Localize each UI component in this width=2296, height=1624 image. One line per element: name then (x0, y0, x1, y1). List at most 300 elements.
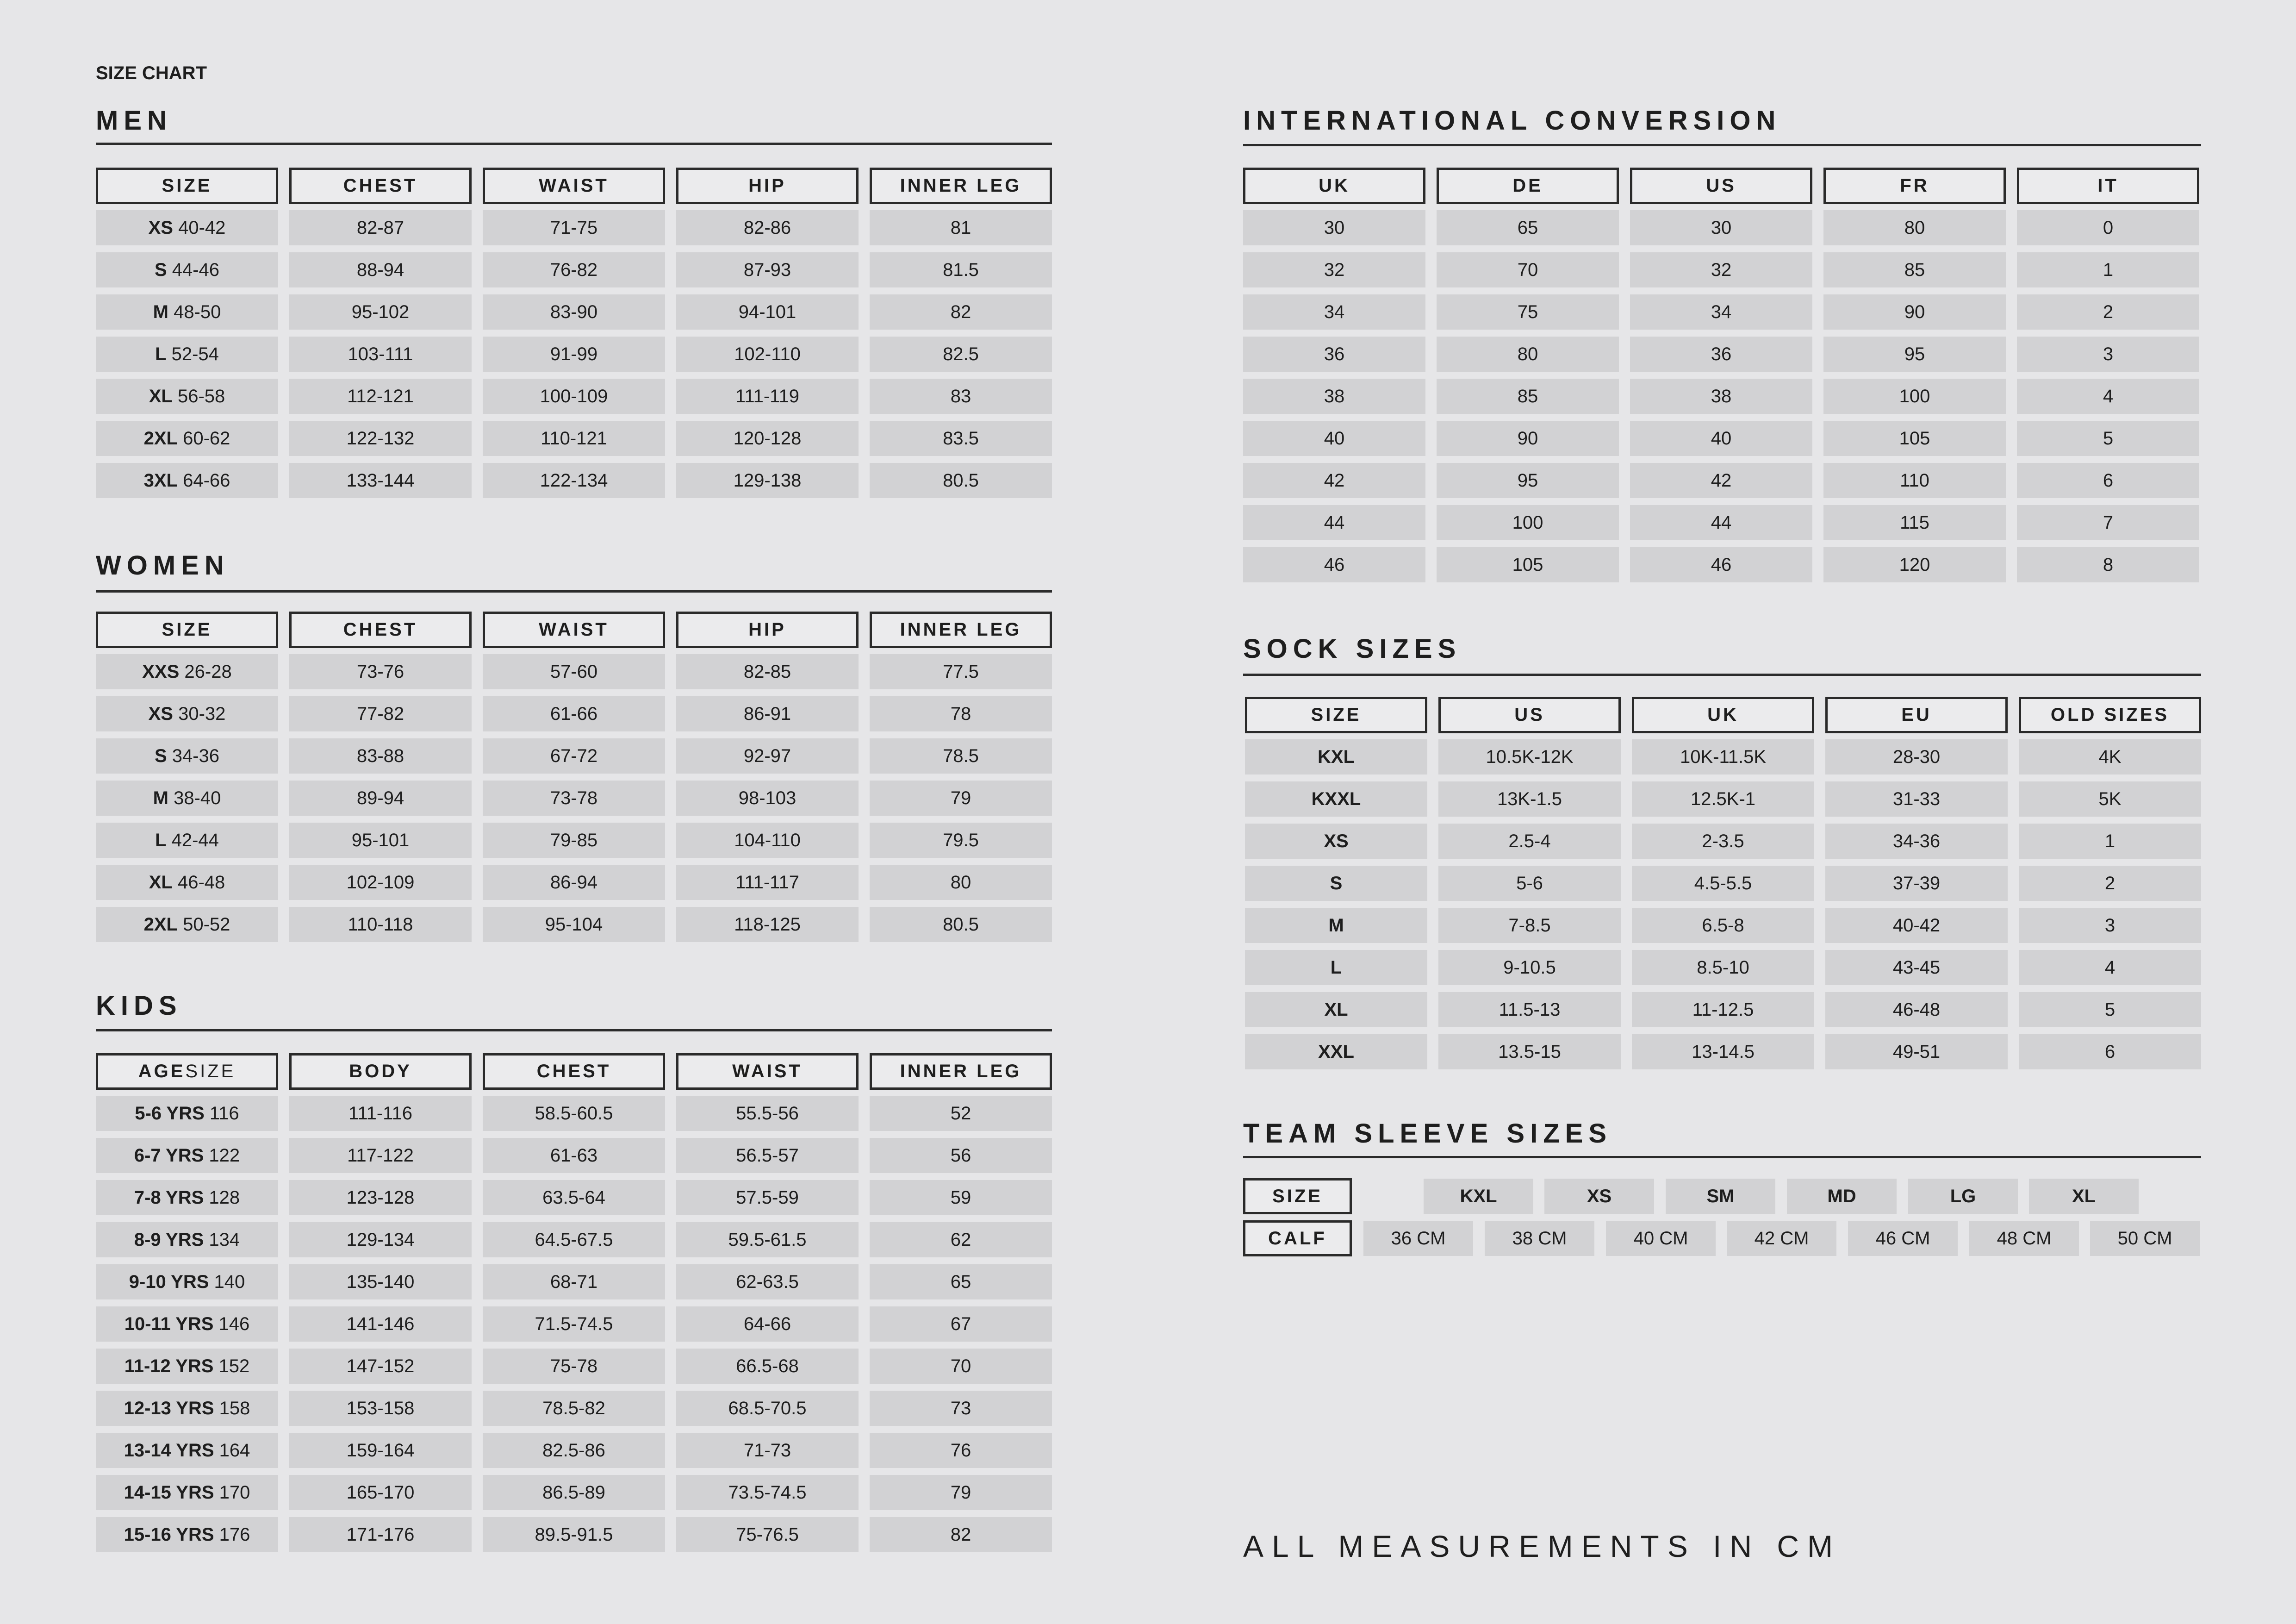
value-cell: 85 (1823, 252, 2006, 287)
sleeve-size-cell: KXL (1424, 1179, 1533, 1214)
size-label: 11-12 YRS (124, 1355, 214, 1376)
value-cell: 2.5-4 (1438, 824, 1621, 859)
table-row (96, 738, 1052, 774)
value-cell: 1 (2017, 252, 2199, 287)
size-range: 122 (204, 1145, 240, 1166)
kids-table (96, 1053, 1052, 1559)
men-header-size: SIZE (96, 168, 278, 204)
women-header-hip: HIP (676, 612, 859, 648)
size-label: L (1330, 957, 1342, 978)
size-label: 12-13 YRS (124, 1398, 214, 1418)
value-cell: 80 (1437, 337, 1619, 372)
value-cell: 110-121 (483, 421, 665, 456)
size-cell (96, 1391, 278, 1426)
value-cell: 100-109 (483, 379, 665, 414)
value-cell: 88-94 (289, 252, 472, 287)
value-cell: 122-132 (289, 421, 472, 456)
value-cell: 38 (1243, 379, 1425, 414)
size-label: 2XL (143, 428, 178, 449)
value-cell: 64.5-67.5 (483, 1222, 665, 1257)
size-range: 46-48 (172, 872, 225, 893)
size-label: KXXL (1311, 788, 1361, 809)
size-label: XL (149, 872, 173, 893)
table-row (96, 1433, 1052, 1468)
value-cell: 86.5-89 (483, 1475, 665, 1510)
size-label: 15-16 YRS (124, 1524, 214, 1545)
value-cell: 3 (2017, 337, 2199, 372)
value-cell: 80 (1823, 210, 2006, 245)
table-row (96, 379, 1052, 414)
value-cell: 111-116 (289, 1096, 472, 1131)
size-label: L (155, 344, 167, 364)
measurement-note: ALL MEASUREMENTS IN CM (1243, 1529, 1842, 1563)
value-cell: 98-103 (676, 781, 859, 816)
size-cell (96, 1264, 278, 1299)
international-header-it: IT (2017, 168, 2199, 204)
table-row (96, 865, 1052, 900)
value-cell: 0 (2017, 210, 2199, 245)
size-label: L (155, 830, 167, 850)
table-row (1243, 252, 2199, 287)
value-cell: 82 (870, 1517, 1052, 1552)
size-label: S (154, 745, 167, 766)
value-cell: 78.5 (870, 738, 1052, 774)
size-cell (96, 1433, 278, 1468)
value-cell: 10K-11.5K (1632, 739, 1814, 775)
value-cell: 13K-1.5 (1438, 781, 1621, 817)
value-cell: 8 (2017, 547, 2199, 582)
table-row (96, 1096, 1052, 1131)
value-cell: 2-3.5 (1632, 824, 1814, 859)
size-range: 56-58 (172, 386, 225, 406)
size-label: KXL (1318, 746, 1355, 767)
value-cell: 85 (1437, 379, 1619, 414)
size-cell (96, 294, 278, 330)
value-cell: 73-78 (483, 781, 665, 816)
value-cell: 67-72 (483, 738, 665, 774)
sleeve-calf-cell: 46 CM (1848, 1221, 1958, 1256)
size-cell (96, 738, 278, 774)
value-cell: 30 (1243, 210, 1425, 245)
value-cell: 34-36 (1825, 824, 2008, 859)
table-row (1243, 547, 2199, 582)
value-cell: 36 (1630, 337, 1812, 372)
size-label: 13-14 YRS (124, 1440, 214, 1461)
value-cell: 77.5 (870, 654, 1052, 689)
size-range: 146 (213, 1313, 250, 1334)
size-cell (96, 1517, 278, 1552)
size-cell (96, 1306, 278, 1342)
size-label: 2XL (143, 914, 178, 935)
value-cell: 82.5 (870, 337, 1052, 372)
value-cell: 165-170 (289, 1475, 472, 1510)
value-cell: 79-85 (483, 823, 665, 858)
kids-header-row (96, 1053, 1052, 1090)
size-label: 9-10 YRS (129, 1271, 209, 1292)
value-cell: 42 (1630, 463, 1812, 498)
value-cell: 12.5K-1 (1632, 781, 1814, 817)
value-cell: 43-45 (1825, 950, 2008, 985)
size-range: 134 (204, 1229, 240, 1250)
value-cell: 5 (2019, 992, 2201, 1027)
value-cell: 6 (2019, 1034, 2201, 1069)
table-row (1245, 992, 2201, 1027)
value-cell: 147-152 (289, 1349, 472, 1384)
women-rule (96, 590, 1052, 593)
value-cell: 82-85 (676, 654, 859, 689)
women-header-row (96, 612, 1052, 648)
size-range: 48-50 (168, 301, 221, 322)
value-cell: 100 (1823, 379, 2006, 414)
value-cell: 82-87 (289, 210, 472, 245)
value-cell: 30 (1630, 210, 1812, 245)
international-header-uk: UK (1243, 168, 1425, 204)
value-cell: 79 (870, 1475, 1052, 1510)
socks-header-eu: EU (1825, 697, 2008, 733)
value-cell: 79 (870, 781, 1052, 816)
size-label: M (153, 787, 168, 808)
value-cell: 100 (1437, 505, 1619, 540)
size-range: 40-42 (173, 217, 226, 238)
value-cell: 75-78 (483, 1349, 665, 1384)
size-cell (96, 210, 278, 245)
table-row (1245, 824, 2201, 859)
value-cell: 81 (870, 210, 1052, 245)
table-row (96, 1391, 1052, 1426)
kids-header-body: BODY (289, 1053, 472, 1090)
sleeve-calf-cell: 38 CM (1485, 1221, 1594, 1256)
value-cell: 80.5 (870, 463, 1052, 498)
value-cell: 79.5 (870, 823, 1052, 858)
value-cell: 115 (1823, 505, 2006, 540)
value-cell: 129-138 (676, 463, 859, 498)
table-row (96, 907, 1052, 942)
value-cell: 110 (1823, 463, 2006, 498)
value-cell: 36 (1243, 337, 1425, 372)
size-label: XL (149, 386, 173, 406)
size-cell (96, 1349, 278, 1384)
size-range: 38-40 (168, 787, 221, 808)
size-cell (1245, 739, 1427, 775)
value-cell: 2 (2019, 866, 2201, 901)
size-range: 140 (209, 1271, 245, 1292)
value-cell: 95 (1823, 337, 2006, 372)
value-cell: 61-63 (483, 1138, 665, 1173)
value-cell: 31-33 (1825, 781, 2008, 817)
size-cell (1245, 992, 1427, 1027)
value-cell: 70 (870, 1349, 1052, 1384)
value-cell: 120 (1823, 547, 2006, 582)
sleeve-calf-label: CALF (1243, 1220, 1352, 1256)
men-table (96, 168, 1052, 505)
value-cell: 11.5-13 (1438, 992, 1621, 1027)
value-cell: 73.5-74.5 (676, 1475, 859, 1510)
value-cell: 44 (1630, 505, 1812, 540)
value-cell: 34 (1630, 294, 1812, 330)
value-cell: 159-164 (289, 1433, 472, 1468)
size-range: 176 (214, 1524, 250, 1545)
women-title: WOMEN (96, 550, 230, 581)
size-cell (1245, 781, 1427, 817)
value-cell: 46 (1630, 547, 1812, 582)
value-cell: 153-158 (289, 1391, 472, 1426)
value-cell: 76-82 (483, 252, 665, 287)
value-cell: 42 (1243, 463, 1425, 498)
size-range: 50-52 (177, 914, 230, 935)
size-label: XXS (142, 661, 180, 682)
page-kicker: SIZE CHART (96, 63, 207, 83)
value-cell: 123-128 (289, 1180, 472, 1215)
value-cell: 64-66 (676, 1306, 859, 1342)
value-cell: 75-76.5 (676, 1517, 859, 1552)
value-cell: 62-63.5 (676, 1264, 859, 1299)
table-row (96, 252, 1052, 287)
size-range: 64-66 (177, 470, 230, 491)
sleeve-size-cell: MD (1787, 1179, 1897, 1214)
table-row (1243, 337, 2199, 372)
size-label: 3XL (143, 470, 178, 491)
size-range: 44-46 (167, 259, 220, 280)
international-header-row (1243, 168, 2199, 204)
value-cell: 73-76 (289, 654, 472, 689)
size-range: 52-54 (166, 344, 219, 364)
table-row (96, 1517, 1052, 1552)
value-cell: 55.5-56 (676, 1096, 859, 1131)
value-cell: 38 (1630, 379, 1812, 414)
value-cell: 94-101 (676, 294, 859, 330)
size-cell (96, 781, 278, 816)
table-row (1245, 739, 2201, 775)
table-row (96, 337, 1052, 372)
international-header-de: DE (1437, 168, 1619, 204)
value-cell: 89-94 (289, 781, 472, 816)
size-label: 10-11 YRS (124, 1313, 214, 1334)
men-header-row (96, 168, 1052, 204)
men-header-hip: HIP (676, 168, 859, 204)
table-row (96, 1180, 1052, 1215)
table-row (96, 294, 1052, 330)
value-cell: 90 (1437, 421, 1619, 456)
value-cell: 2 (2017, 294, 2199, 330)
value-cell: 86-94 (483, 865, 665, 900)
size-cell (96, 252, 278, 287)
kids-header-chest: CHEST (483, 1053, 665, 1090)
size-label: XXL (1318, 1041, 1354, 1062)
international-header-us: US (1630, 168, 1812, 204)
value-cell: 83-88 (289, 738, 472, 774)
value-cell: 57.5-59 (676, 1180, 859, 1215)
women-header-size: SIZE (96, 612, 278, 648)
value-cell: 40 (1243, 421, 1425, 456)
value-cell: 112-121 (289, 379, 472, 414)
table-row (96, 463, 1052, 498)
sleeves-rule (1243, 1156, 2201, 1158)
size-cell (1245, 908, 1427, 943)
value-cell: 68.5-70.5 (676, 1391, 859, 1426)
size-label: XS (1324, 831, 1349, 851)
value-cell: 103-111 (289, 337, 472, 372)
sleeve-calf-cell: 42 CM (1727, 1221, 1836, 1256)
size-cell (96, 865, 278, 900)
table-row (1243, 463, 2199, 498)
sleeve-size-cell: SM (1666, 1179, 1775, 1214)
value-cell: 129-134 (289, 1222, 472, 1257)
socks-table (1245, 697, 2201, 1076)
table-row (96, 1475, 1052, 1510)
size-cell (96, 337, 278, 372)
socks-header-size: SIZE (1245, 697, 1427, 733)
international-rule (1243, 144, 2201, 146)
value-cell: 87-93 (676, 252, 859, 287)
table-row (1243, 210, 2199, 245)
men-header-waist: WAIST (483, 168, 665, 204)
value-cell: 105 (1823, 421, 2006, 456)
value-cell: 3 (2019, 908, 2201, 943)
size-cell (96, 463, 278, 498)
table-row (1245, 908, 2201, 943)
women-header-chest: CHEST (289, 612, 472, 648)
table-row (96, 1349, 1052, 1384)
value-cell: 40 (1630, 421, 1812, 456)
value-cell: 133-144 (289, 463, 472, 498)
size-label: 7-8 YRS (134, 1187, 204, 1208)
value-cell: 82 (870, 294, 1052, 330)
value-cell: 7-8.5 (1438, 908, 1621, 943)
size-cell (96, 1222, 278, 1257)
value-cell: 78 (870, 696, 1052, 731)
women-header-inner-leg: INNER LEG (870, 612, 1052, 648)
value-cell: 118-125 (676, 907, 859, 942)
value-cell: 86-91 (676, 696, 859, 731)
table-row (1243, 505, 2199, 540)
size-cell (96, 1475, 278, 1510)
table-row (1245, 866, 2201, 901)
size-label: 8-9 YRS (134, 1229, 204, 1250)
socks-rule (1243, 674, 2201, 676)
value-cell: 59.5-61.5 (676, 1222, 859, 1257)
header-age-label: AGE (138, 1061, 186, 1081)
value-cell: 89.5-91.5 (483, 1517, 665, 1552)
sleeve-size-cell: XL (2029, 1179, 2139, 1214)
size-cell (1245, 1034, 1427, 1069)
value-cell: 111-117 (676, 865, 859, 900)
value-cell: 80.5 (870, 907, 1052, 942)
value-cell: 9-10.5 (1438, 950, 1621, 985)
value-cell: 83-90 (483, 294, 665, 330)
value-cell: 76 (870, 1433, 1052, 1468)
value-cell: 75 (1437, 294, 1619, 330)
value-cell: 28-30 (1825, 739, 2008, 775)
value-cell: 46 (1243, 547, 1425, 582)
table-row (1245, 950, 2201, 985)
size-label: M (1328, 915, 1344, 936)
value-cell: 92-97 (676, 738, 859, 774)
value-cell: 91-99 (483, 337, 665, 372)
value-cell: 37-39 (1825, 866, 2008, 901)
value-cell: 95 (1437, 463, 1619, 498)
value-cell: 4 (2017, 379, 2199, 414)
size-cell (96, 654, 278, 689)
size-cell (96, 696, 278, 731)
value-cell: 81.5 (870, 252, 1052, 287)
value-cell: 141-146 (289, 1306, 472, 1342)
size-range: 128 (204, 1187, 240, 1208)
socks-title: SOCK SIZES (1243, 634, 1462, 664)
value-cell: 135-140 (289, 1264, 472, 1299)
size-cell (1245, 950, 1427, 985)
value-cell: 6.5-8 (1632, 908, 1814, 943)
value-cell: 122-134 (483, 463, 665, 498)
value-cell: 111-119 (676, 379, 859, 414)
value-cell: 4 (2019, 950, 2201, 985)
table-row (1243, 379, 2199, 414)
value-cell: 34 (1243, 294, 1425, 330)
kids-title: KIDS (96, 991, 182, 1021)
value-cell: 102-109 (289, 865, 472, 900)
value-cell: 63.5-64 (483, 1180, 665, 1215)
value-cell: 5K (2019, 781, 2201, 817)
size-cell (96, 379, 278, 414)
size-label: S (1330, 873, 1343, 893)
value-cell: 7 (2017, 505, 2199, 540)
header-size-label: SIZE (185, 1061, 236, 1081)
socks-header-us: US (1438, 697, 1621, 733)
size-range: 158 (214, 1398, 250, 1418)
table-row (96, 1138, 1052, 1173)
table-row (96, 421, 1052, 456)
table-row (1245, 1034, 2201, 1069)
value-cell: 95-101 (289, 823, 472, 858)
size-label: 5-6 YRS (135, 1103, 205, 1124)
value-cell: 65 (1437, 210, 1619, 245)
women-header-waist: WAIST (483, 612, 665, 648)
size-range: 170 (214, 1482, 250, 1503)
size-label: XS (148, 217, 173, 238)
value-cell: 70 (1437, 252, 1619, 287)
value-cell: 10.5K-12K (1438, 739, 1621, 775)
kids-header-inner-leg: INNER LEG (870, 1053, 1052, 1090)
table-row (96, 1222, 1052, 1257)
value-cell: 67 (870, 1306, 1052, 1342)
sleeve-calf-cell: 50 CM (2090, 1221, 2200, 1256)
table-row (96, 823, 1052, 858)
international-title: INTERNATIONAL CONVERSION (1243, 106, 1781, 136)
size-label: 14-15 YRS (124, 1482, 214, 1503)
value-cell: 82.5-86 (483, 1433, 665, 1468)
value-cell: 82-86 (676, 210, 859, 245)
kids-header-waist: WAIST (676, 1053, 859, 1090)
table-row (96, 696, 1052, 731)
sleeve-size-cell: XS (1544, 1179, 1654, 1214)
value-cell: 5 (2017, 421, 2199, 456)
sleeve-size-label: SIZE (1243, 1178, 1352, 1214)
value-cell: 71.5-74.5 (483, 1306, 665, 1342)
socks-header-old-sizes: OLD SIZES (2019, 697, 2201, 733)
value-cell: 56 (870, 1138, 1052, 1173)
size-label: XS (148, 703, 173, 724)
table-row (96, 654, 1052, 689)
value-cell: 6 (2017, 463, 2199, 498)
kids-header-age-size (96, 1053, 278, 1090)
value-cell: 105 (1437, 547, 1619, 582)
international-table (1243, 168, 2199, 589)
international-header-fr: FR (1823, 168, 2006, 204)
size-range: 152 (213, 1355, 250, 1376)
size-range: 116 (204, 1103, 239, 1124)
value-cell: 83.5 (870, 421, 1052, 456)
value-cell: 61-66 (483, 696, 665, 731)
value-cell: 117-122 (289, 1138, 472, 1173)
